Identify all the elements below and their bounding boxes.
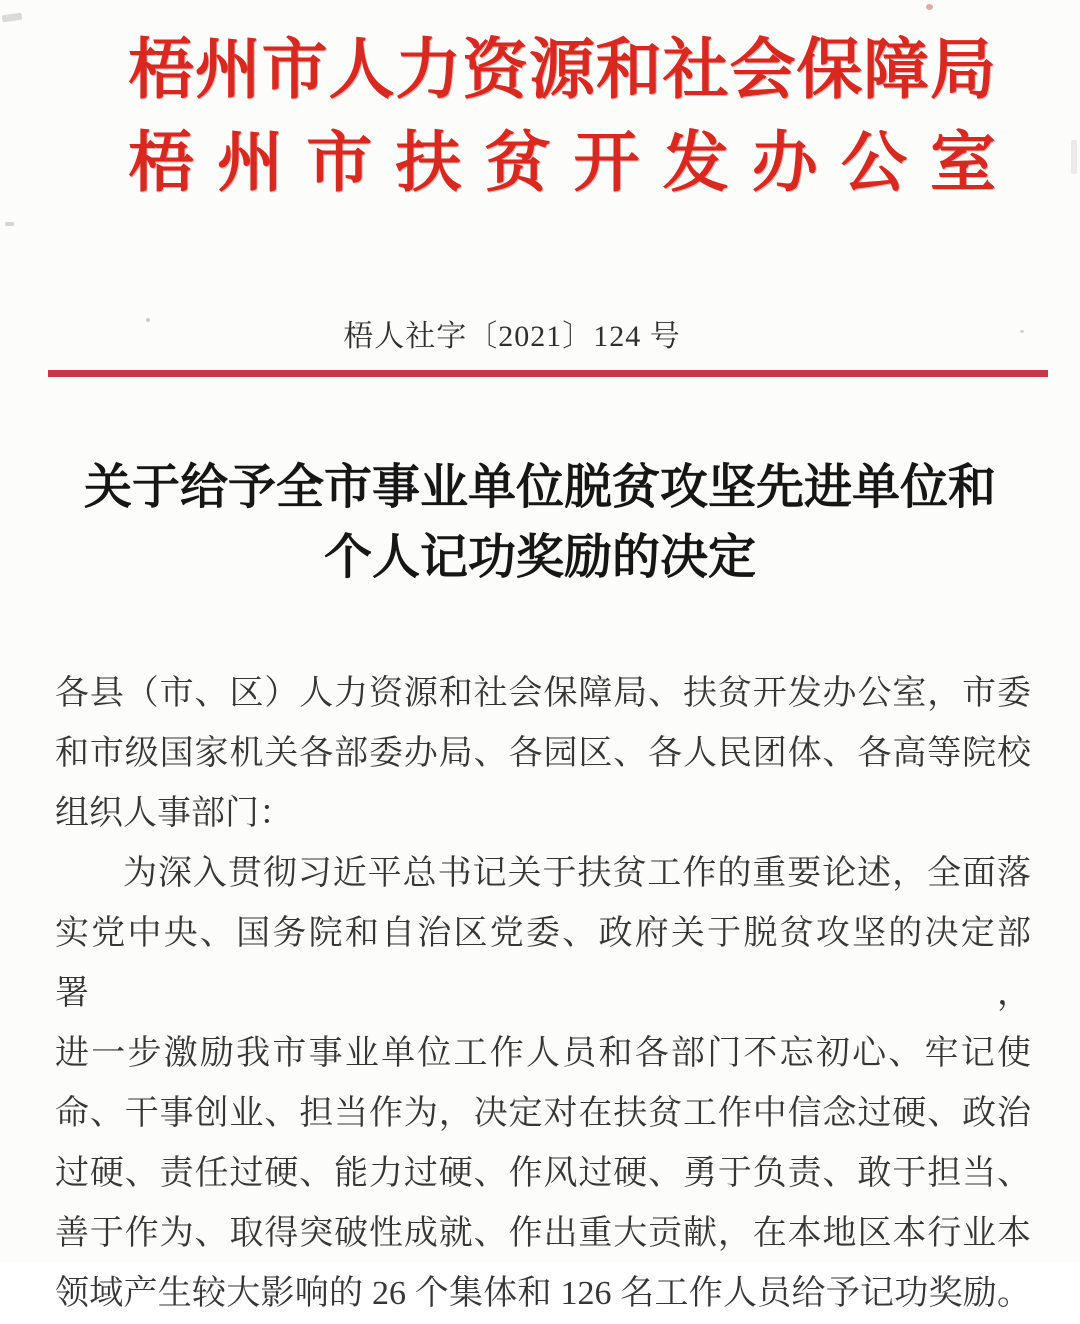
scan-artifact [5, 222, 14, 226]
body-paragraph-line: 进一步激励我市事业单位工作人员和各部门不忘初心、牢记使 [55, 1035, 1031, 1072]
body-paragraph-line: 善于作为、取得突破性成就、作出重大贡献，在本地区本行业本 [55, 1215, 1031, 1252]
salutation-line: 各县（市、区）人力资源和社会保障局、扶贫开发办公室，市委 [55, 675, 1031, 712]
body-paragraph-line: 实党中央、国务院和自治区党委、政府关于脱贫攻坚的决定部署， [55, 915, 1031, 1012]
document-body [55, 664, 1031, 1324]
document-title [0, 453, 1080, 593]
body-paragraph-line: 过硬、责任过硬、能力过硬、作风过硬、勇于负责、敢于担当、 [55, 1155, 1031, 1192]
issuing-agency-line-1: 梧州市人力资源和社会保障局 [128, 34, 996, 107]
issuing-agency-line-2: 梧州市扶贫开发办公室 [128, 127, 996, 200]
red-divider-rule [48, 370, 1048, 377]
body-paragraph-line: 命、干事创业、担当作为，决定对在扶贫工作中信念过硬、政治 [55, 1095, 1031, 1132]
document-title-line-1: 关于给予全市事业单位脱贫攻坚先进单位和 [83, 461, 996, 514]
scan-artifact [926, 4, 933, 10]
scan-artifact [1071, 140, 1077, 174]
body-paragraph-line: 领域产生较大影响的 26 个集体和 126 名工作人员给予记功奖励。 [55, 1275, 1031, 1312]
document-reference-number: 梧人社字〔2021〕124 号 [343, 320, 681, 353]
letterhead [128, 24, 996, 210]
document-title-line-2: 个人记功奖励的决定 [323, 531, 756, 584]
body-paragraph-line: 为深入贯彻习近平总书记关于扶贫工作的重要论述，全面落 [123, 855, 1031, 892]
salutation-line: 和市级国家机关各部委办局、各园区、各人民团体、各高等院校 [55, 735, 1031, 772]
salutation-line: 组织人事部门： [55, 795, 293, 832]
scan-artifact [2, 13, 23, 23]
